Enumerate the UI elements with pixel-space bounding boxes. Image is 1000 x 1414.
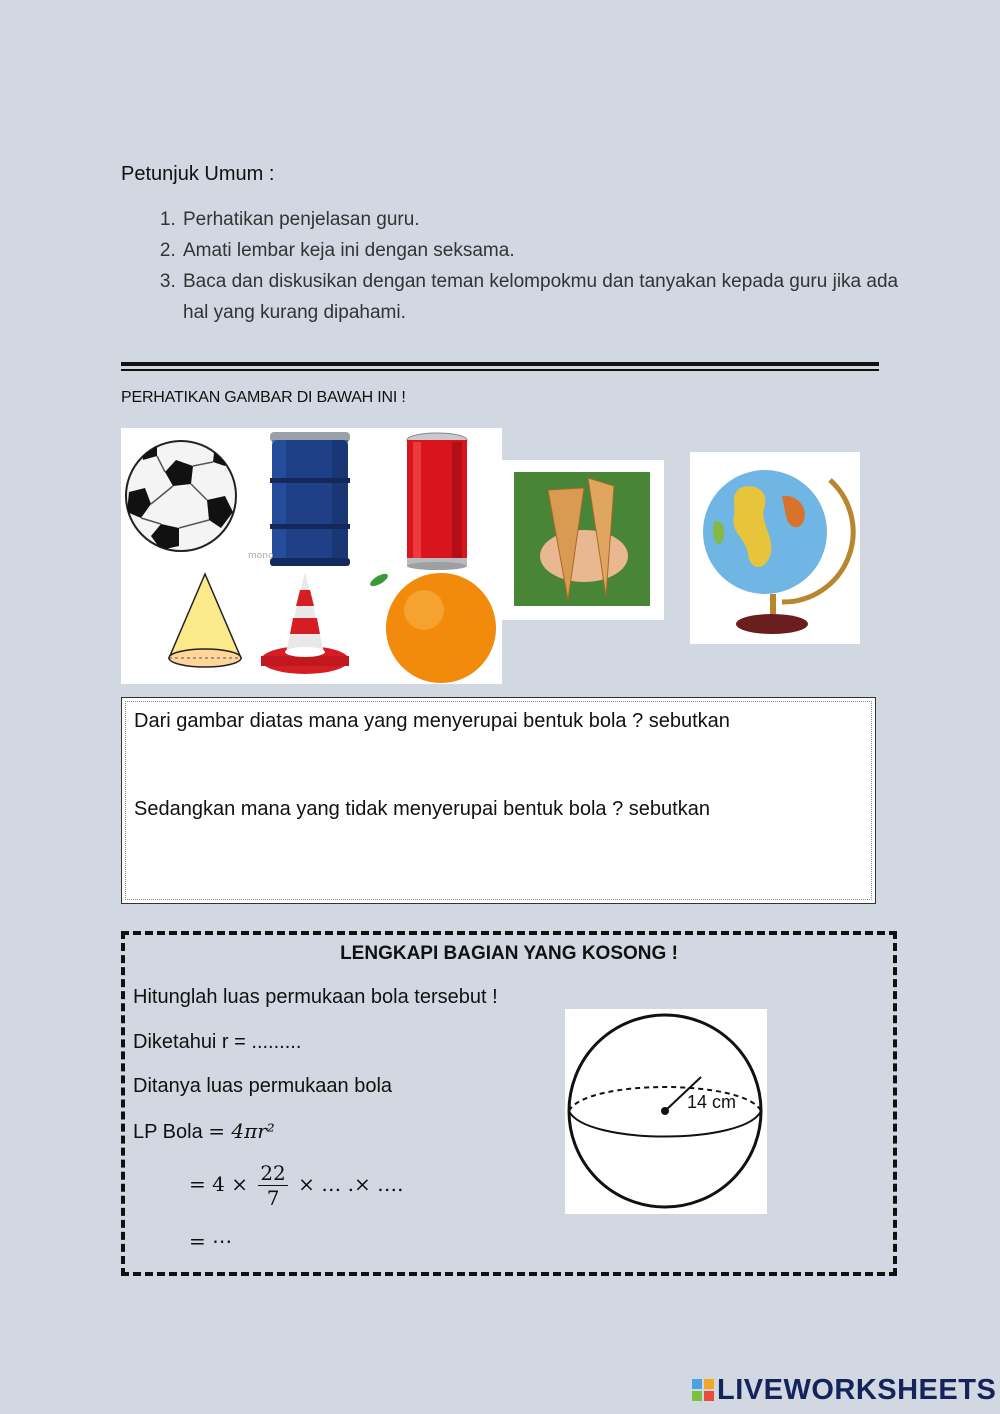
radius-label: 14 cm xyxy=(687,1092,737,1112)
liveworksheets-logo xyxy=(692,1374,996,1407)
section-title: PERHATIKAN GAMBAR DI BAWAH INI ! xyxy=(121,389,406,406)
sphere-diagram xyxy=(565,1009,767,1214)
calc-known: Diketahui r = ......... xyxy=(133,1031,302,1053)
calc-step-1 xyxy=(189,1161,403,1210)
instruction-item: 3. Baca dan diskusikan dengan teman kelompokmu dan tanyakan kepada guru jika ada hal yang kurang dipahami. xyxy=(181,266,921,328)
formula-label: LP Bola xyxy=(133,1121,203,1143)
globe-photo xyxy=(690,452,860,644)
orange-image xyxy=(369,566,502,684)
question-box xyxy=(121,697,876,904)
fraction-denominator: 7 xyxy=(266,1186,280,1210)
formula-expression: = 4πr² xyxy=(208,1119,275,1143)
calc-instruction: Hitunglah luas permukaan bola tersebut ! xyxy=(133,986,498,1008)
ice-cream-cone-photo xyxy=(502,460,664,620)
instruction-list xyxy=(121,204,921,328)
instruction-item: 2. Amati lembar keja ini dengan seksama. xyxy=(181,235,921,266)
step1-suffix: × … .× …. xyxy=(298,1172,404,1196)
question-2: Sedangkan mana yang tidak menyerupai bentuk bola ? sebutkan xyxy=(134,798,710,820)
divider xyxy=(121,369,879,371)
logo-icon xyxy=(692,1379,714,1401)
watermark-text: mono xyxy=(248,551,274,561)
barrel-image xyxy=(244,428,370,568)
calc-title: LENGKAPI BAGIAN YANG KOSONG ! xyxy=(340,943,678,964)
divider xyxy=(121,362,879,366)
calc-formula-line xyxy=(133,1119,275,1144)
step1-prefix: = 4 × xyxy=(189,1172,248,1196)
logo-text: LIVEWORKSHEETS xyxy=(717,1374,997,1406)
instruction-item: 1. Perhatikan penjelasan guru. xyxy=(181,204,921,235)
cone-drawing-image xyxy=(121,566,281,684)
fraction-numerator: 22 xyxy=(260,1161,286,1185)
fraction xyxy=(258,1161,287,1210)
calc-step-2: = ⋯ xyxy=(189,1229,233,1253)
soccer-ball-image xyxy=(121,432,241,560)
question-1: Dari gambar diatas mana yang menyerupai bentuk bola ? sebutkan xyxy=(134,710,730,732)
soda-can-image xyxy=(398,430,476,570)
traffic-cone-image xyxy=(258,568,352,680)
calculation-box xyxy=(121,931,897,1276)
calc-asked: Ditanya luas permukaan bola xyxy=(133,1075,393,1097)
page-title: Petunjuk Umum : xyxy=(121,163,275,185)
